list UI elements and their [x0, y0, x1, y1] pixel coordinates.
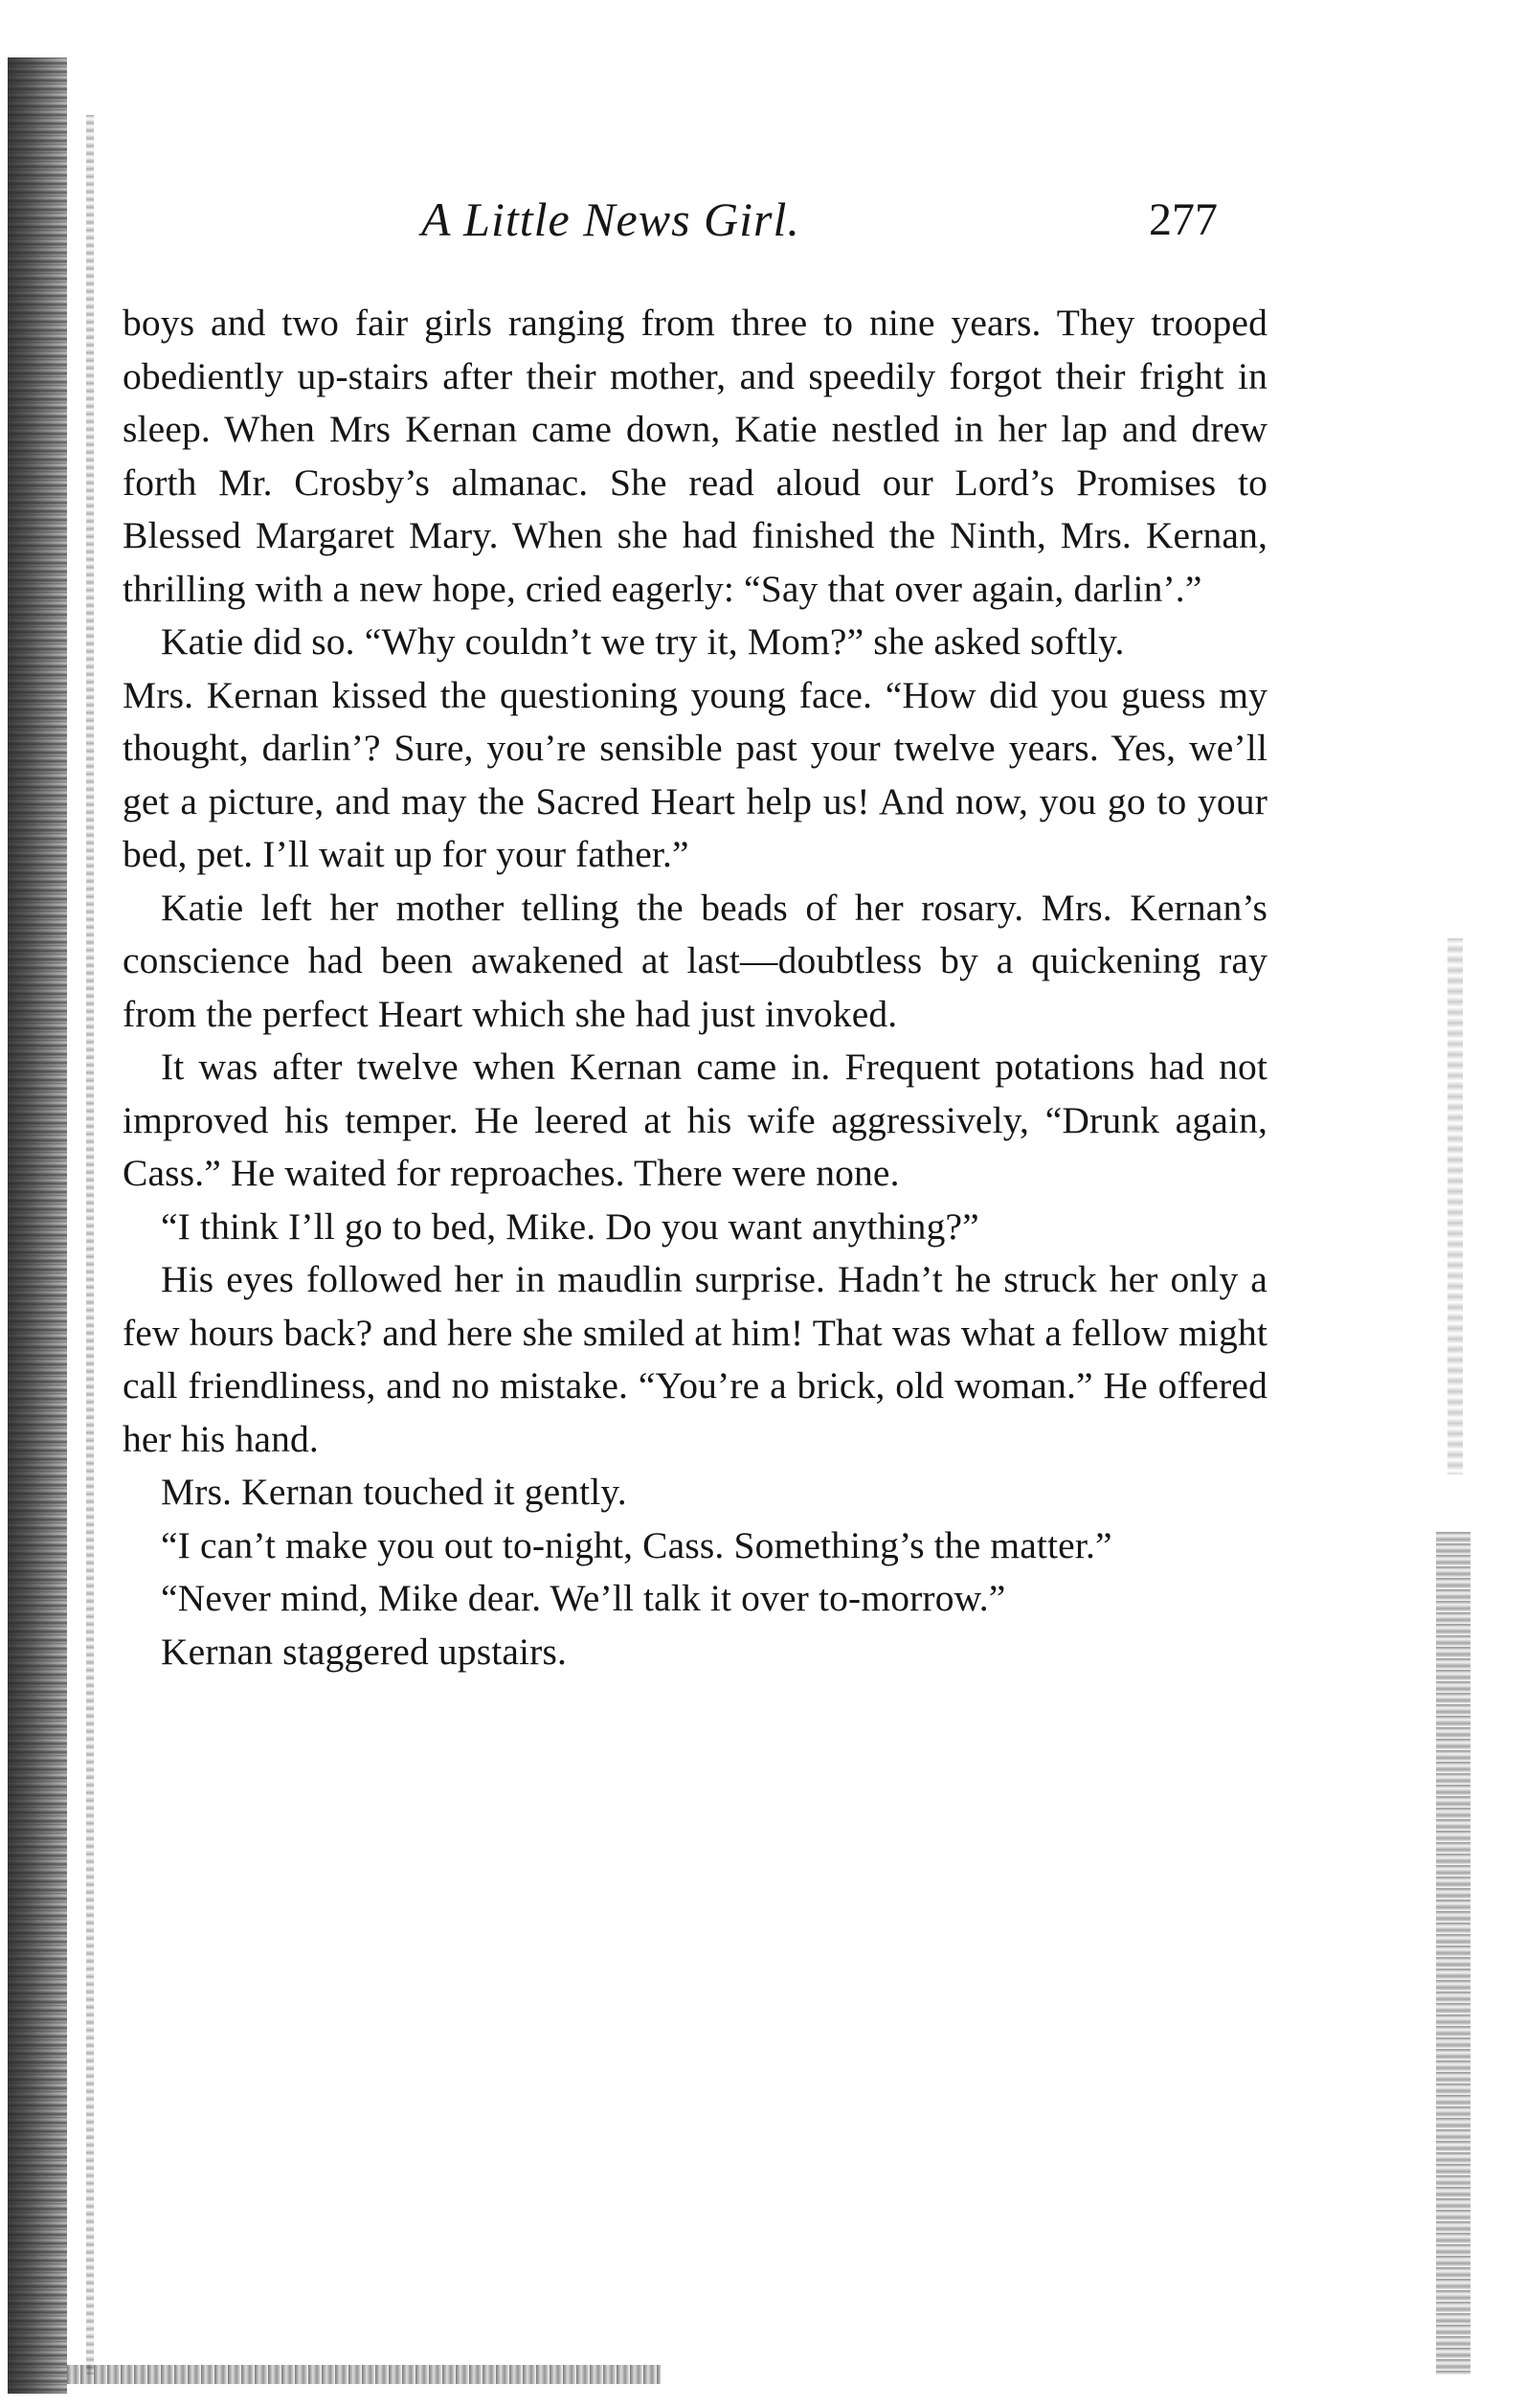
bottom-edge-shadow — [67, 2365, 661, 2384]
paragraph: boys and two fair girls ranging from three to nine years. They trooped obediently up-stairs after their mother, and speedily forgot their fright in sleep. When Mrs Kernan came down, Katie nestled in her lap and drew forth Mr. Crosby’s almanac. She read aloud our Lord’s Promises to Blessed Margaret Mary. When she had finished the Ninth, Mrs. Kernan, thrilling with a new hope, cried eagerly: “Say that over again, darlin’.” — [123, 302, 1268, 610]
paragraph: Mrs. Kernan kissed the questioning young face. “How did you guess my thought, darlin’? Sure, you’re sensible past your twelve years. Yes, we’ll get a picture, and may the Sacred Heart help us! And now, you go to your bed, pet. I’ll wait up for your father.” — [123, 673, 1268, 875]
paragraph: It was after twelve when Kernan came in. Frequent potations had not improved his temper. He leered at his wife aggressively, “Drunk again, Cass.” He waited for reproaches. There were none. — [123, 1046, 1268, 1194]
paragraph: Kernan staggered upstairs. — [161, 1630, 567, 1673]
page-edge-shadow-lower — [1436, 1532, 1470, 2374]
paragraph: His eyes followed her in maudlin surprise. Hadn’t he struck her only a few hours back? and here she smiled at him! That was what a fellow might call friendliness, and no mistake. “You’re a brick, old woman.” He offered her his hand. — [123, 1258, 1268, 1460]
paragraph: Katie did so. “Why couldn’t we try it, Mom?” she asked softly. — [161, 620, 1125, 663]
paragraph: Katie left her mother telling the beads of her rosary. Mrs. Kernan’s conscience had been awakened at last—doubtless by a quickening ray from the perfect Heart which she had just invoked. — [123, 886, 1268, 1035]
running-head — [0, 191, 1526, 259]
paragraph: “Never mind, Mike dear. We’ll talk it over to-morrow.” — [161, 1577, 1006, 1619]
page-edge-shadow-upper — [1447, 938, 1463, 1474]
paragraph: “I think I’ll go to bed, Mike. Do you want anything?” — [161, 1204, 979, 1248]
running-title: A Little News Girl. — [421, 192, 800, 246]
binding-gutter-shadow — [86, 115, 94, 2374]
paragraph: Mrs. Kernan touched it gently. — [161, 1471, 627, 1513]
body-text — [123, 297, 1268, 1678]
binding-shadow — [8, 57, 67, 2394]
page-number: 277 — [1149, 194, 1218, 245]
paragraph: “I can’t make you out to-night, Cass. Something’s the matter.” — [161, 1523, 1112, 1566]
